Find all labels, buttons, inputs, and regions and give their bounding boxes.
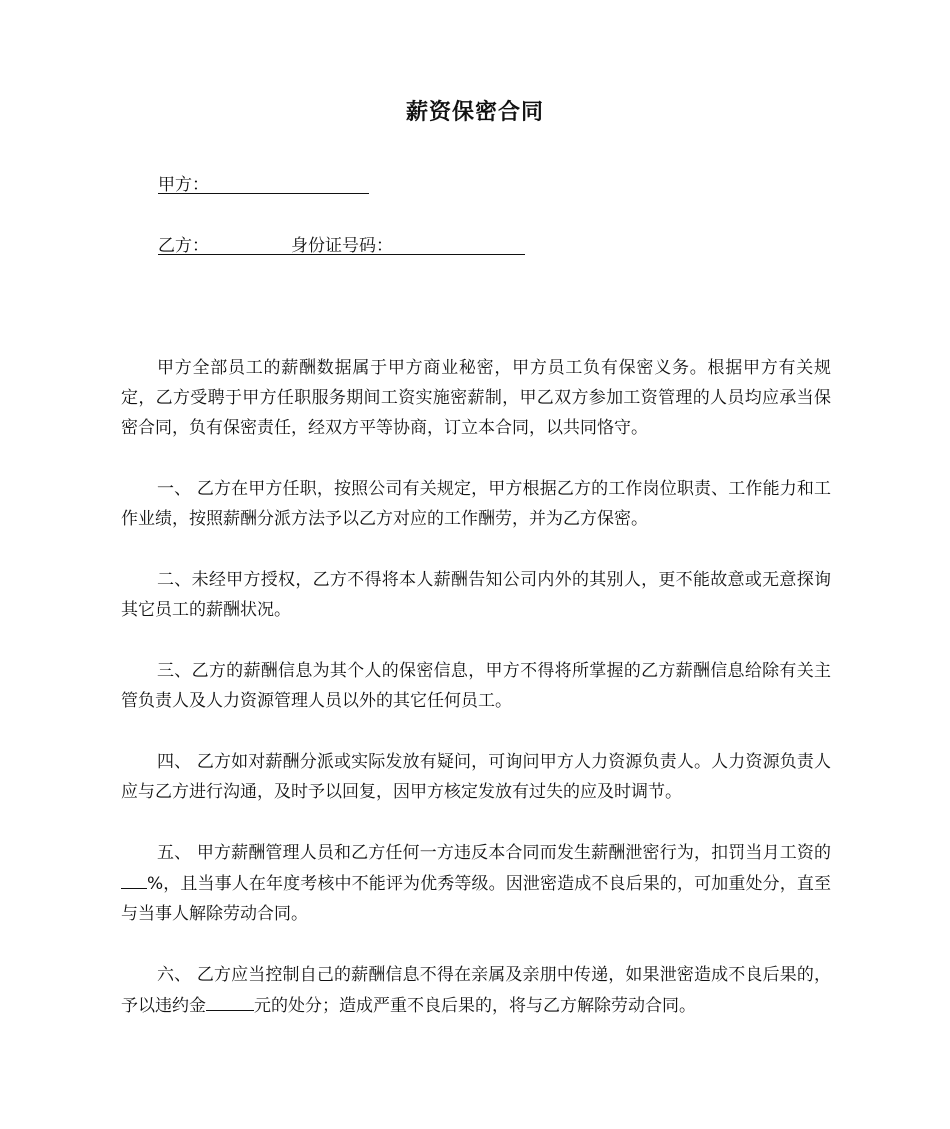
document-title: 薪资保密合同	[405, 100, 544, 125]
paragraph-intro: 甲方全部员工的薪酬数据属于甲方商业秘密，甲方员工负有保密义务。根据甲方有关规定，乙方受聘于甲方任职服务期间工资实施密薪制，甲乙双方参加工资管理的人员均应承当保密合同，负有保密责任，经双方平等协商，订立本合同，以共同恪守。	[121, 358, 831, 438]
party-b-id-blank	[393, 234, 525, 255]
clause-6-text-b: 元的处分；造成严重不良后果的，将与乙方解除劳动合同。	[254, 996, 696, 1016]
clause-2: 二、未经甲方授权，乙方不得将本人薪酬告知公司内外的其别人，更不能故意或无意探询其它员工的薪酬状况。	[121, 570, 831, 620]
party-a-name-blank	[209, 173, 369, 194]
clause-1: 一、 乙方在甲方任职，按照公司有关规定，甲方根据乙方的工作岗位职责、工作能力和工作业绩，按照薪酬分派方法予以乙方对应的工作酬劳，并为乙方保密。	[121, 479, 831, 529]
penalty-amount-blank	[206, 990, 254, 1011]
penalty-percent-blank	[121, 868, 147, 889]
clause-5-text-b: %，且当事人在年度考核中不能评为优秀等级。因泄密造成不良后果的，可加重处分，直至与当事人解除劳动合同。	[121, 874, 831, 924]
party-b-name-blank	[209, 234, 291, 255]
party-a-label: 甲方：	[158, 175, 209, 195]
party-b-id-label: 身份证号码：	[291, 236, 393, 256]
clause-4: 四、 乙方如对薪酬分派或实际发放有疑问，可询问甲方人力资源负责人。人力资源负责人应与乙方进行沟通，及时予以回复，因甲方核定发放有过失的应及时调节。	[121, 752, 831, 802]
clause-5-text-a: 五、 甲方薪酬管理人员和乙方任何一方违反本合同而发生薪酬泄密行为，扣罚当月工资的	[157, 843, 831, 863]
contract-body	[121, 353, 831, 1052]
clause-3: 三、乙方的薪酬信息为其个人的保密信息，甲方不得将所掌握的乙方薪酬信息给除有关主管负责人及人力资源管理人员以外的其它任何员工。	[121, 661, 831, 711]
party-b-line	[158, 231, 525, 255]
clause-5	[121, 838, 831, 929]
clause-6-text-a: 六、 乙方应当控制自己的薪酬信息不得在亲属及亲朋中传递，如果泄密造成不良后果的，予以违约金	[121, 965, 831, 1016]
party-a-line	[158, 170, 369, 194]
party-b-label: 乙方：	[158, 236, 209, 256]
clause-6	[121, 960, 831, 1021]
